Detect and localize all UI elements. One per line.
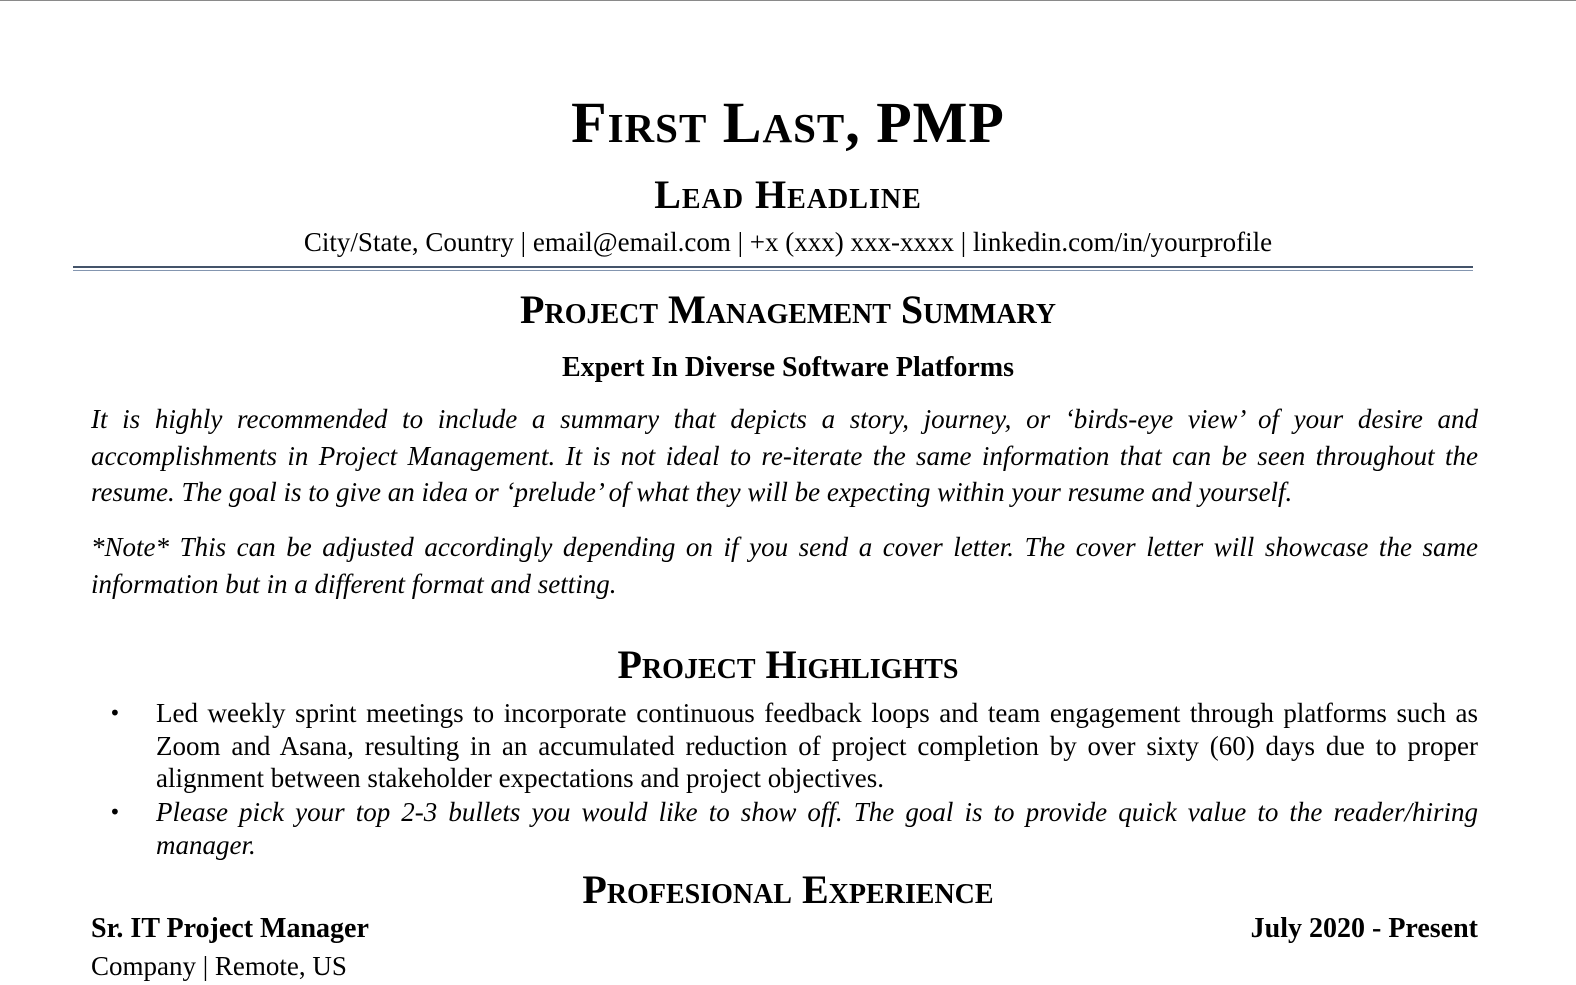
highlight-text: Led weekly sprint meetings to incorporate continuous feedback loops and team engagement through platforms such as Zoom and Asana, resulting in an accumulated reduction of project completion by over sixty (60) days due to proper alignment between stakeholder expectations and project objectives.	[156, 698, 1478, 793]
contact-line: City/State, Country | email@email.com | +x (xxx) xxx-xxxx | linkedin.com/in/yourprofile	[303, 227, 1273, 257]
job-title: Sr. IT Project Manager	[91, 913, 369, 944]
candidate-name: First Last, PMP	[571, 90, 1005, 155]
highlight-text: Please pick your top 2-3 bullets you would like to show off. The goal is to provide quick value to the reader/hiring manager.	[156, 797, 1478, 860]
list-item	[91, 796, 1478, 861]
bullet-icon: •	[109, 800, 121, 824]
summary-note-paragraph: *Note* This can be adjusted accordingly depending on if you send a cover letter. The cover letter will showcase the same information but in a different format and setting.	[91, 532, 1478, 599]
job-company: Company | Remote, US	[91, 951, 347, 981]
job-dates: July 2020 - Present	[1250, 913, 1478, 944]
highlights-list	[91, 796, 1478, 861]
section-title-experience: Profesional Experience	[582, 867, 994, 912]
highlights-list	[91, 697, 1478, 795]
lead-headline: Lead Headline	[654, 172, 922, 217]
header-divider	[73, 266, 1473, 271]
section-title-summary: Project Management Summary	[520, 287, 1056, 332]
section-title-highlights: Project Highlights	[617, 642, 959, 687]
list-item	[91, 697, 1478, 795]
summary-subheading: Expert In Diverse Software Platforms	[561, 352, 1015, 383]
summary-paragraph: It is highly recommended to include a summary that depicts a story, journey, or ‘birds-eye view’ of your desire and accomplishments in Project Management. It is not ideal to re-iterate the same information that can be seen throughout the resume. The goal is to give an idea or ‘prelude’ of what they will be expecting within your resume and yourself.	[91, 404, 1478, 507]
bullet-icon: •	[109, 701, 121, 725]
